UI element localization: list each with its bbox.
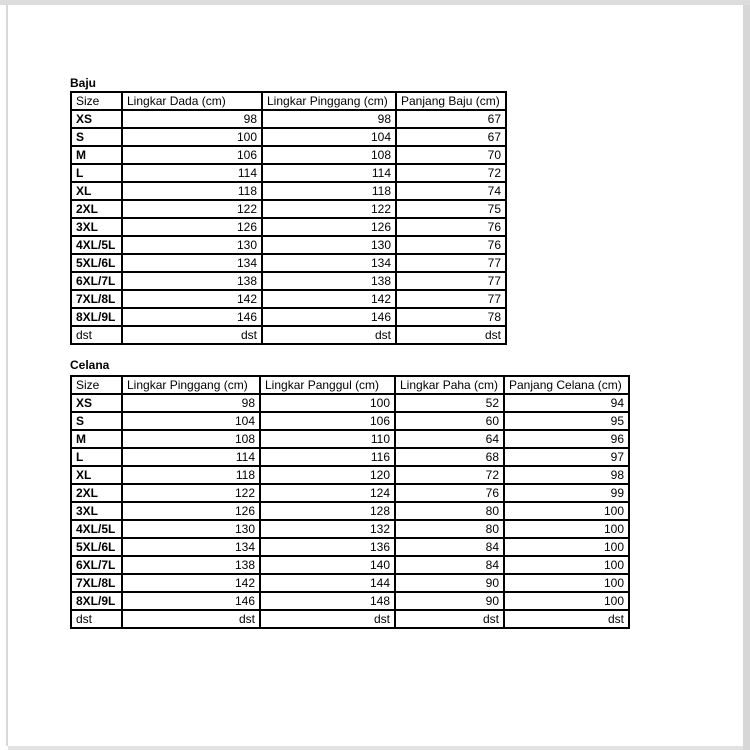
size-cell: dst	[71, 326, 122, 344]
value-cell: 126	[262, 218, 396, 236]
size-cell: 7XL/8L	[71, 290, 122, 308]
size-cell: XS	[71, 110, 122, 128]
value-cell: 100	[504, 502, 629, 520]
value-cell: 100	[504, 556, 629, 574]
table-row	[71, 272, 506, 290]
value-cell: 100	[504, 592, 629, 610]
value-cell: 122	[122, 200, 262, 218]
value-cell: 100	[504, 520, 629, 538]
value-cell: 146	[262, 308, 396, 326]
column-header: Lingkar Dada (cm)	[122, 92, 262, 110]
value-cell: 100	[122, 128, 262, 146]
value-cell: 134	[122, 254, 262, 272]
page-frame-left	[6, 5, 8, 746]
table-row	[71, 326, 506, 344]
size-cell: L	[71, 164, 122, 182]
table-row	[71, 236, 506, 254]
table-row	[71, 448, 629, 466]
page-frame-bottom	[8, 746, 743, 750]
value-cell: 60	[395, 412, 504, 430]
value-cell: 98	[262, 110, 396, 128]
value-cell: 104	[122, 412, 260, 430]
column-header: Lingkar Pinggang (cm)	[262, 92, 396, 110]
value-cell: 126	[122, 502, 260, 520]
table-row	[71, 394, 629, 412]
value-cell: 96	[504, 430, 629, 448]
size-cell: 5XL/6L	[71, 254, 122, 272]
value-cell: 114	[262, 164, 396, 182]
value-cell: 148	[260, 592, 395, 610]
table-row	[71, 254, 506, 272]
column-header: Panjang Baju (cm)	[396, 92, 506, 110]
value-cell: 77	[396, 290, 506, 308]
value-cell: 80	[395, 520, 504, 538]
value-cell: 76	[395, 484, 504, 502]
size-cell: 7XL/8L	[71, 574, 122, 592]
size-cell: 8XL/9L	[71, 308, 122, 326]
value-cell: 146	[122, 592, 260, 610]
value-cell: 77	[396, 272, 506, 290]
size-cell: 6XL/7L	[71, 556, 122, 574]
value-cell: 68	[395, 448, 504, 466]
value-cell: 134	[122, 538, 260, 556]
size-cell: S	[71, 412, 122, 430]
value-cell: 132	[260, 520, 395, 538]
value-cell: 116	[260, 448, 395, 466]
table-row	[71, 308, 506, 326]
table-row	[71, 574, 629, 592]
column-header: Size	[71, 376, 122, 394]
value-cell: 72	[396, 164, 506, 182]
value-cell: 100	[260, 394, 395, 412]
table-row	[71, 592, 629, 610]
column-header: Lingkar Panggul (cm)	[260, 376, 395, 394]
value-cell: 74	[396, 182, 506, 200]
table-row	[71, 146, 506, 164]
value-cell: dst	[122, 610, 260, 628]
value-cell: 130	[122, 520, 260, 538]
value-cell: 114	[122, 164, 262, 182]
value-cell: 84	[395, 556, 504, 574]
value-cell: 70	[396, 146, 506, 164]
value-cell: 146	[122, 308, 262, 326]
value-cell: 106	[260, 412, 395, 430]
table-row	[71, 164, 506, 182]
value-cell: 118	[122, 182, 262, 200]
value-cell: 80	[395, 502, 504, 520]
value-cell: 128	[260, 502, 395, 520]
value-cell: 130	[262, 236, 396, 254]
value-cell: 142	[262, 290, 396, 308]
value-cell: 110	[260, 430, 395, 448]
value-cell: 76	[396, 218, 506, 236]
size-cell: 3XL	[71, 502, 122, 520]
value-cell: 136	[260, 538, 395, 556]
value-cell: 108	[122, 430, 260, 448]
celana-size-table	[70, 375, 630, 629]
size-cell: dst	[71, 610, 122, 628]
value-cell: 122	[122, 484, 260, 502]
table-row	[71, 556, 629, 574]
value-cell: dst	[396, 326, 506, 344]
size-cell: XL	[71, 466, 122, 484]
value-cell: 95	[504, 412, 629, 430]
size-cell: S	[71, 128, 122, 146]
value-cell: 72	[395, 466, 504, 484]
table-row	[71, 218, 506, 236]
value-cell: 126	[122, 218, 262, 236]
value-cell: 94	[504, 394, 629, 412]
size-cell: 2XL	[71, 484, 122, 502]
size-cell: 6XL/7L	[71, 272, 122, 290]
column-header: Size	[71, 92, 122, 110]
value-cell: 84	[395, 538, 504, 556]
table-row	[71, 200, 506, 218]
value-cell: 98	[504, 466, 629, 484]
value-cell: 100	[504, 538, 629, 556]
value-cell: 140	[260, 556, 395, 574]
size-cell: 8XL/9L	[71, 592, 122, 610]
value-cell: dst	[260, 610, 395, 628]
page-frame-top	[0, 0, 750, 5]
value-cell: dst	[262, 326, 396, 344]
size-cell: 5XL/6L	[71, 538, 122, 556]
value-cell: 108	[262, 146, 396, 164]
value-cell: 142	[122, 574, 260, 592]
size-cell: XS	[71, 394, 122, 412]
size-cell: L	[71, 448, 122, 466]
value-cell: 138	[262, 272, 396, 290]
value-cell: 142	[122, 290, 262, 308]
value-cell: 78	[396, 308, 506, 326]
value-cell: 64	[395, 430, 504, 448]
value-cell: 52	[395, 394, 504, 412]
value-cell: 99	[504, 484, 629, 502]
baju-table-title: Baju	[70, 76, 97, 90]
size-cell: 4XL/5L	[71, 236, 122, 254]
value-cell: 138	[122, 556, 260, 574]
value-cell: 144	[260, 574, 395, 592]
celana-table-title: Celana	[70, 358, 110, 372]
size-chart-content	[70, 77, 630, 629]
table-row	[71, 290, 506, 308]
value-cell: 120	[260, 466, 395, 484]
value-cell: 134	[262, 254, 396, 272]
size-cell: 2XL	[71, 200, 122, 218]
size-cell: M	[71, 430, 122, 448]
value-cell: 97	[504, 448, 629, 466]
size-cell: 3XL	[71, 218, 122, 236]
value-cell: 106	[122, 146, 262, 164]
value-cell: 118	[122, 466, 260, 484]
value-cell: 76	[396, 236, 506, 254]
value-cell: 130	[122, 236, 262, 254]
value-cell: 67	[396, 128, 506, 146]
value-cell: 90	[395, 592, 504, 610]
value-cell: dst	[395, 610, 504, 628]
value-cell: dst	[122, 326, 262, 344]
value-cell: 90	[395, 574, 504, 592]
header-row	[71, 92, 506, 110]
table-row	[71, 538, 629, 556]
table-row	[71, 502, 629, 520]
value-cell: 77	[396, 254, 506, 272]
value-cell: 100	[504, 574, 629, 592]
size-cell: 4XL/5L	[71, 520, 122, 538]
size-cell: M	[71, 146, 122, 164]
value-cell: 104	[262, 128, 396, 146]
table-row	[71, 610, 629, 628]
value-cell: 118	[262, 182, 396, 200]
value-cell: 124	[260, 484, 395, 502]
table-row	[71, 110, 506, 128]
value-cell: 67	[396, 110, 506, 128]
value-cell: 114	[122, 448, 260, 466]
value-cell: 98	[122, 110, 262, 128]
column-header: Panjang Celana (cm)	[504, 376, 629, 394]
table-row	[71, 466, 629, 484]
column-header: Lingkar Paha (cm)	[395, 376, 504, 394]
baju-size-table	[70, 91, 507, 345]
value-cell: 98	[122, 394, 260, 412]
table-row	[71, 520, 629, 538]
table-row	[71, 128, 506, 146]
table-row	[71, 484, 629, 502]
table-row	[71, 412, 629, 430]
value-cell: 122	[262, 200, 396, 218]
table-row	[71, 182, 506, 200]
value-cell: dst	[504, 610, 629, 628]
size-cell: XL	[71, 182, 122, 200]
value-cell: 138	[122, 272, 262, 290]
header-row	[71, 376, 629, 394]
value-cell: 75	[396, 200, 506, 218]
column-header: Lingkar Pinggang (cm)	[122, 376, 260, 394]
page-frame-right	[743, 5, 750, 750]
table-row	[71, 430, 629, 448]
